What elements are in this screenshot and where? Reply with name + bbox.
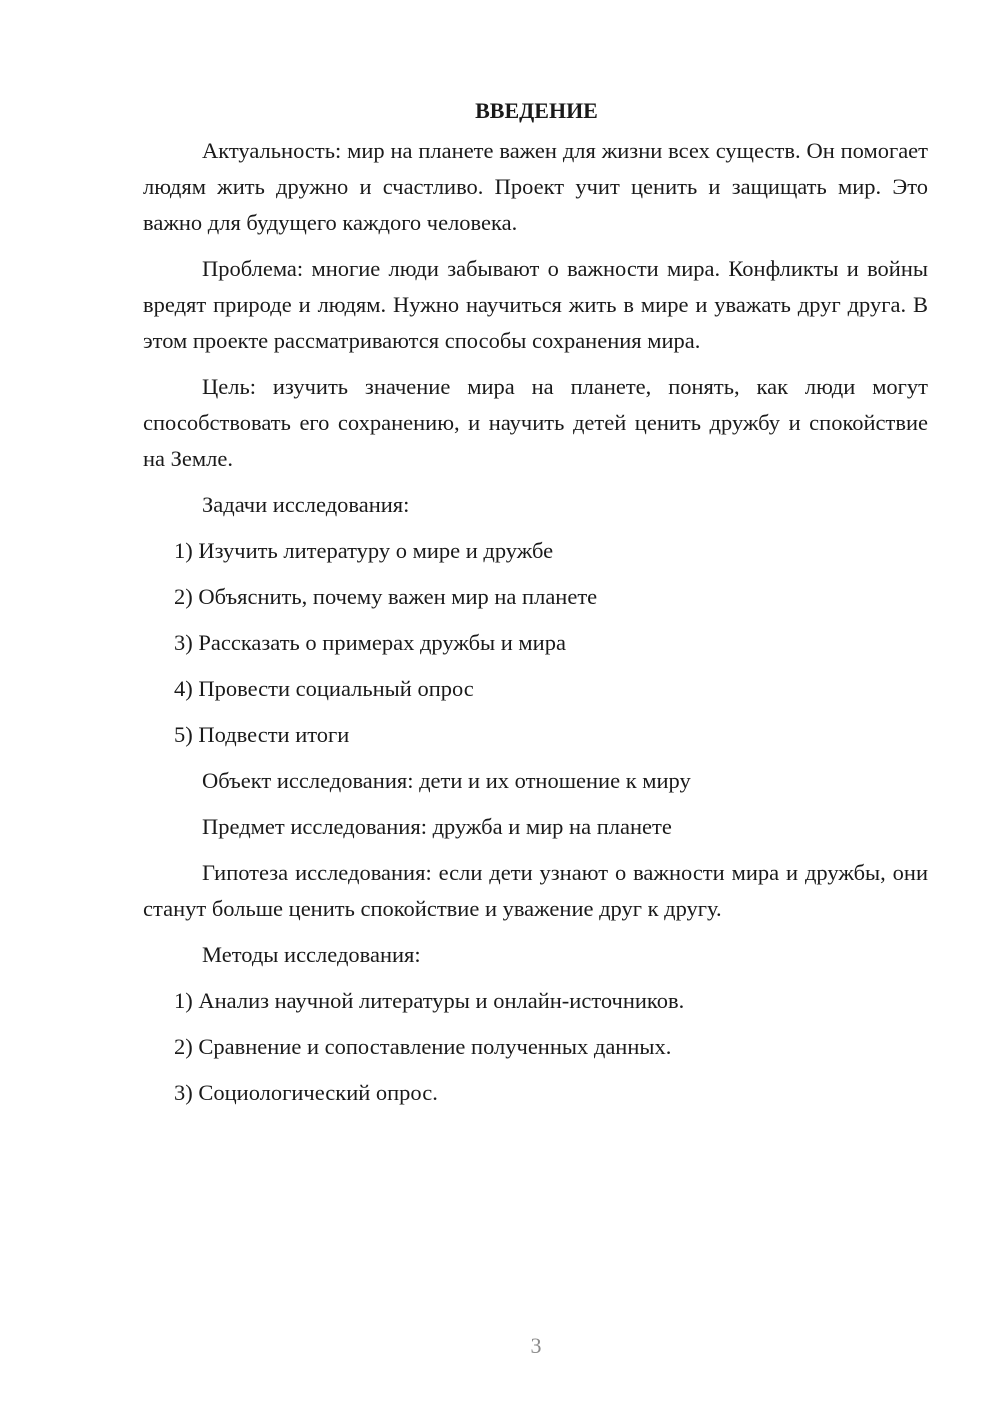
- list-item: 2) Объяснить, почему важен мир на планете: [174, 584, 598, 609]
- page-content: [143, 93, 928, 1121]
- relevance-paragraph: Актуальность: мир на планете важен для жизни всех существ. Он помогает людям жить дружно и счастливо. Проект учит ценить и защищать мир. Это важно для будущего каждого человека.: [143, 138, 928, 235]
- hypothesis-paragraph: Гипотеза исследования: если дети узнают о важности мира и дружбы, они станут больше ценить спокойствие и уважение друг к другу.: [143, 860, 928, 921]
- object-paragraph: Объект исследования: дети и их отношение к миру: [202, 768, 691, 793]
- methods-heading: Методы исследования:: [202, 942, 421, 967]
- list-item: 5) Подвести итоги: [174, 722, 350, 747]
- list-item: 1) Изучить литературу о мире и дружбе: [174, 538, 554, 563]
- section-title: ВВЕДЕНИЕ: [475, 98, 598, 123]
- tasks-list: [143, 533, 928, 753]
- tasks-heading: Задачи исследования:: [202, 492, 410, 517]
- subject-paragraph: Предмет исследования: дружба и мир на планете: [202, 814, 672, 839]
- list-item: 3) Социологический опрос.: [174, 1080, 438, 1105]
- problem-paragraph: Проблема: многие люди забывают о важности мира. Конфликты и войны вредят природе и людям. Нужно научиться жить в мире и уважать друг друга. В этом проекте рассматриваются способы сохранения мира.: [143, 256, 928, 353]
- methods-list: [143, 983, 928, 1111]
- list-item: 4) Провести социальный опрос: [174, 676, 474, 701]
- list-item: 3) Рассказать о примерах дружбы и мира: [174, 630, 566, 655]
- list-item: 2) Сравнение и сопоставление полученных данных.: [174, 1034, 672, 1059]
- list-item: 1) Анализ научной литературы и онлайн-источников.: [174, 988, 685, 1013]
- goal-paragraph: Цель: изучить значение мира на планете, понять, как люди могут способствовать его сохранению, и научить детей ценить дружбу и спокойствие на Земле.: [143, 374, 928, 471]
- page-number: 3: [530, 1333, 542, 1358]
